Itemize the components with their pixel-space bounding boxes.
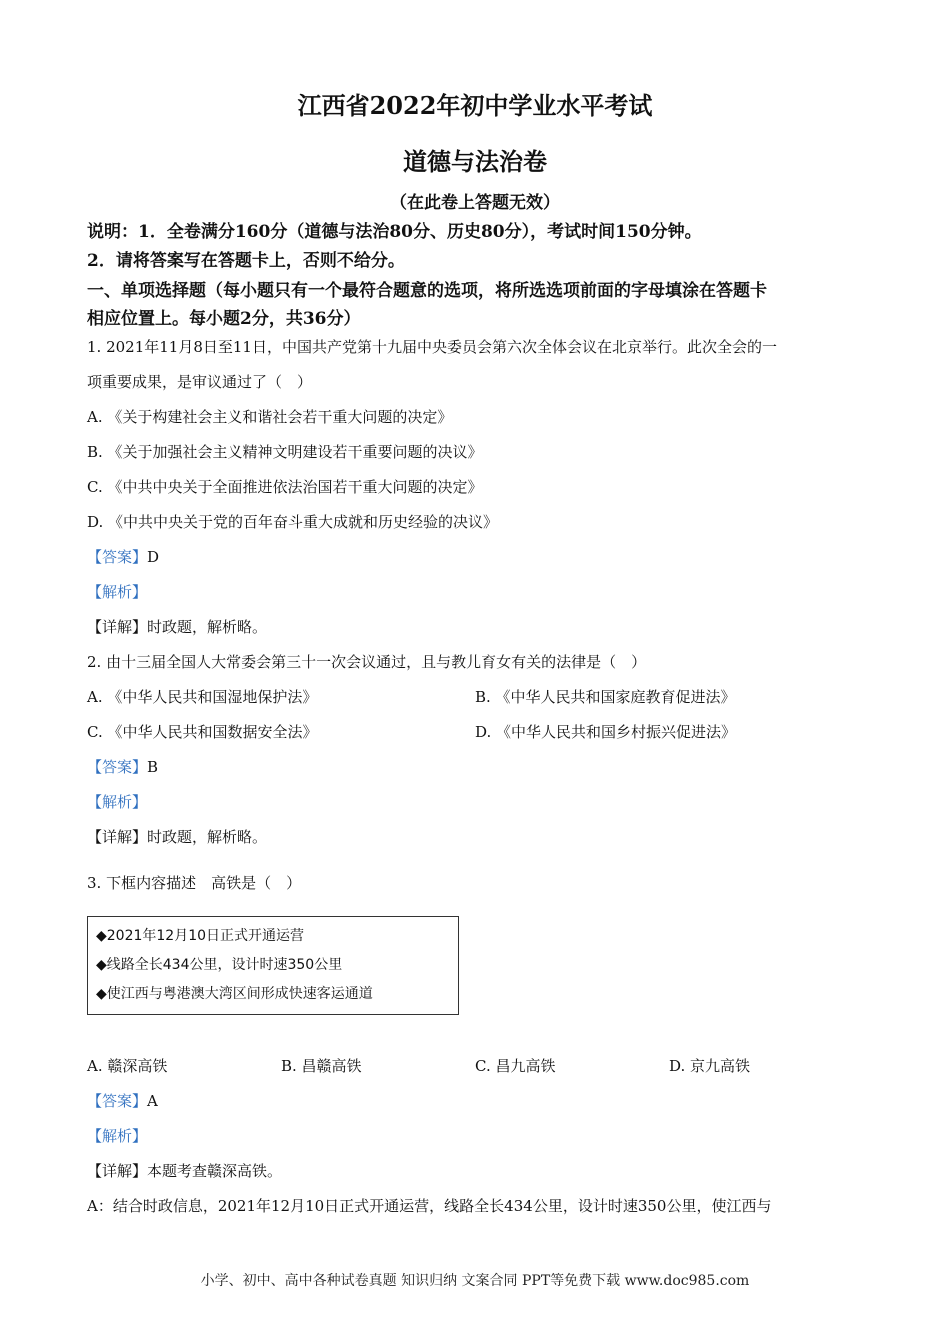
q3-option-d: D. 京九高铁 [669,1057,751,1075]
q3-option-b: B. 昌赣高铁 [281,1057,362,1075]
exam-title: 江西省2022年初中学业水平考试 [297,91,653,120]
section-heading-line-2: 相应位置上。每小题2分，共36分） [87,309,361,329]
page-footer: 小学、初中、高中各种试卷真题 知识归纳 文案合同 PPT等免费下载 www.doc985.com [200,1273,750,1289]
section-heading-line-1: 一、单项选择题（每小题只有一个最符合题意的选项，将所选选项前面的字母填涂在答题卡 [87,281,767,301]
answer-label: 【答案】 [87,548,148,566]
q2-analysis-label: 【解析】 [87,793,148,811]
q3-answer [87,1090,158,1111]
info-box-item: ◆线路全长434公里，设计时速350公里 [96,957,343,973]
info-box-item: ◆2021年12月10日正式开通运营 [96,928,305,944]
q3-stem: 3. 下框内容描述 高铁是（ ） [87,874,302,892]
q2-answer [87,756,158,777]
q3-explanation: A：结合时政信息，2021年12月10日正式开通运营，线路全长434公里，设计时速350公里，使江西与 [87,1197,772,1215]
exam-subtitle: 道德与法治卷 [403,147,547,176]
q1-analysis-label: 【解析】 [87,583,148,601]
q3-info-box [87,916,459,1015]
q1-answer [87,546,159,567]
answer-value: D [147,548,160,566]
answer-label: 【答案】 [87,758,148,776]
answer-label: 【答案】 [87,1092,148,1110]
q2-option-c: C. 《中华人民共和国数据安全法》 [87,723,318,741]
q2-detail: 【详解】时政题，解析略。 [87,828,268,846]
q3-option-c: C. 昌九高铁 [475,1057,556,1075]
q2-option-b: B. 《中华人民共和国家庭教育促进法》 [475,688,736,706]
answer-value: A [147,1092,158,1110]
q3-analysis-label: 【解析】 [87,1127,148,1145]
q1-option-b: B. 《关于加强社会主义精神文明建设若干重要问题的决议》 [87,443,483,461]
q1-option-a: A. 《关于构建社会主义和谐社会若干重大问题的决定》 [87,408,453,426]
q2-stem: 2. 由十三届全国人大常委会第三十一次会议通过，且与教儿育女有关的法律是（ ） [87,653,647,671]
answer-value: B [147,758,159,776]
instruction-line-2: 2．请将答案写在答题卡上，否则不给分。 [87,251,405,271]
instruction-line-1: 说明：1．全卷满分160分（道德与法治80分、历史80分），考试时间150分钟。 [87,222,702,242]
exam-note: （在此卷上答题无效） [390,193,560,213]
q2-option-a: A. 《中华人民共和国湿地保护法》 [87,688,318,706]
q3-detail: 【详解】本题考查赣深高铁。 [87,1162,283,1180]
q1-option-d: D. 《中共中央关于党的百年奋斗重大成就和历史经验的决议》 [87,513,499,531]
q2-option-d: D. 《中华人民共和国乡村振兴促进法》 [475,723,737,741]
q1-stem-line-2: 项重要成果，是审议通过了（ ） [87,373,313,391]
q3-option-a: A. 赣深高铁 [87,1057,168,1075]
info-box-item: ◆使江西与粤港澳大湾区间形成快速客运通道 [96,986,373,1002]
q1-option-c: C. 《中共中央关于全面推进依法治国若干重大问题的决定》 [87,478,483,496]
q1-detail: 【详解】时政题，解析略。 [87,618,268,636]
q1-stem-line-1: 1. 2021年11月8日至11日，中国共产党第十九届中央委员会第六次全体会议在北京举行。此次全会的一 [87,338,777,356]
